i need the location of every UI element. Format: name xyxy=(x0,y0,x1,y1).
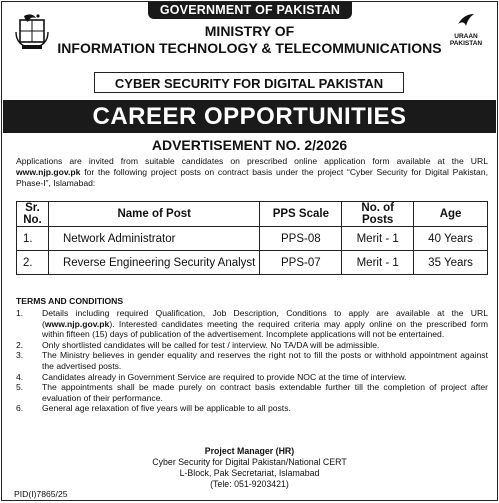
career-opportunities-banner: CAREER OPPORTUNITIES xyxy=(3,100,496,133)
row-posts: Merit - 1 xyxy=(342,227,414,251)
term-text: The appointments shall be made purely on contract basis extendable further till the completion of project after evaluation of their performance. xyxy=(42,382,488,403)
term-text: General age relaxation of five years will be applicable to all posts. xyxy=(42,403,291,414)
term-item xyxy=(16,403,488,414)
row-sr: 2. xyxy=(17,251,49,275)
header-sr-no: Sr. No. xyxy=(17,202,49,227)
header-age: Age xyxy=(414,202,488,227)
pid-number: PID(I)7865/25 xyxy=(14,489,68,499)
term-number: 6. xyxy=(16,403,24,414)
term-number: 1. xyxy=(16,308,24,318)
term-number: 4. xyxy=(16,371,24,382)
intro-paragraph xyxy=(16,156,488,189)
row-age: 35 Years xyxy=(414,251,488,275)
terms-url-link[interactable]: www.njp.gov.pk xyxy=(44,318,110,329)
term-number: 2. xyxy=(16,339,24,350)
advertisement-number: ADVERTISEMENT NO. 2/2026 xyxy=(151,137,348,153)
ministry-line-1: MINISTRY OF xyxy=(204,23,295,39)
table-header-row xyxy=(17,202,488,227)
row-pps: PPS-08 xyxy=(260,227,342,251)
advertisement-page xyxy=(1,1,498,501)
row-pps: PPS-07 xyxy=(260,251,342,275)
term-number: 5. xyxy=(16,382,24,393)
header-pps-scale: PPS Scale xyxy=(260,202,342,227)
project-title-box: CYBER SECURITY FOR DIGITAL PAKISTAN xyxy=(94,72,404,93)
table-row xyxy=(17,251,488,275)
term-item xyxy=(16,372,488,383)
contact-block xyxy=(2,446,497,490)
row-post-name: Reverse Engineering Security Analyst xyxy=(48,251,259,275)
terms-list xyxy=(16,308,488,414)
term-text-part: Details including required Qualification, Job Description, Conditions to apply are available at the URL ( xyxy=(42,308,488,329)
term-text-part: ). Interested candidates meeting the required criteria may apply online on the prescribed form within fifteen (15) days of publication of the advertisement. Incomplete applications will not be entertained. xyxy=(42,318,488,340)
intro-text-2: for the following project posts on contract basis under the project “Cyber Security for Digital Pakistan, Phase-I”, Islamabad: xyxy=(16,167,488,188)
header-name-of-post: Name of Post xyxy=(48,202,259,227)
terms-title: TERMS AND CONDITIONS xyxy=(16,296,124,306)
table-row xyxy=(17,227,488,251)
term-item xyxy=(16,350,488,371)
pakistan-text: PAKISTAN xyxy=(449,40,483,47)
posts-table xyxy=(16,201,488,275)
term-text xyxy=(42,308,488,340)
contact-title: Project Manager (HR) xyxy=(204,446,295,456)
term-item xyxy=(16,308,488,340)
intro-text-1: Applications are invited from suitable candidates on prescribed online application form available at the URL xyxy=(16,156,488,166)
row-age: 40 Years xyxy=(414,227,488,251)
contact-line-1: Cyber Security for Digital Pakistan/National CERT xyxy=(152,457,347,467)
term-text: Candidates already in Government Service are required to provide NOC at the time of interview. xyxy=(42,371,407,382)
term-text: Only shortlisted candidates will be called for test / interview. No TA/DA will be admissible. xyxy=(42,339,380,350)
contact-line-2: L-Block, Pak Secretariat, Islamabad xyxy=(179,468,320,478)
term-item xyxy=(16,340,488,351)
row-posts: Merit - 1 xyxy=(342,251,414,275)
contact-line-3: (Tele: 051-9203421) xyxy=(210,479,289,489)
row-post-name: Network Administrator xyxy=(48,227,259,251)
term-text: The Ministry believes in gender equality and reserves the right not to fill the posts or withhold appointment against the advertised posts. xyxy=(42,350,488,371)
uraan-text: URAAN xyxy=(454,33,478,40)
government-banner: GOVERNMENT OF PAKISTAN xyxy=(148,2,352,19)
ministry-line-2: INFORMATION TECHNOLOGY & TELECOMMUNICATIONS xyxy=(57,40,442,56)
term-item xyxy=(16,382,488,403)
header-no-of-posts: No. of Posts xyxy=(342,202,414,227)
term-number: 3. xyxy=(16,350,24,361)
intro-url-link[interactable]: www.njp.gov.pk xyxy=(16,167,81,177)
row-sr: 1. xyxy=(17,227,49,251)
